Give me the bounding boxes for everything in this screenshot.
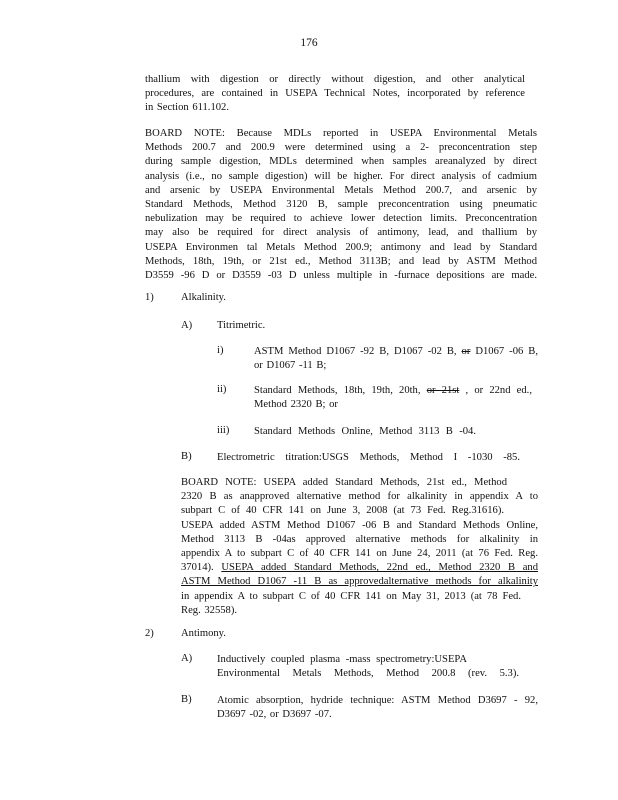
section-1-B-text: Electrometric titration:USGS Methods, Method I -1030 -85.: [217, 452, 520, 463]
section-2-B-line: Atomic absorption, hydride technique: ASTM Method D3697 - 92,: [217, 695, 538, 706]
board-note-line: 2320 B as anapproved alternative method for alkalinity in appendix A to: [181, 491, 538, 503]
intro-line: thallium with digestion or directly without digestion, and other analytical: [145, 74, 525, 85]
board-note-underlined: USEPA added Standard Methods, 22nd ed., Method 2320 B and: [221, 562, 538, 574]
board-note-line: BOARD NOTE: Because MDLs reported in USEPA Environmental Metals: [145, 128, 537, 139]
board-note-underlined-line: Reg. 32558).: [181, 604, 238, 616]
intro-line: procedures, are contained in USEPA Technical Notes, incorporated by reference: [145, 88, 525, 100]
section-2-A-line: Environmental Metals Methods, Method 200.8 (rev. 5.3).: [217, 668, 519, 680]
board-note-line: [181, 561, 538, 575]
board-note-line: USEPA added ASTM Method D1067 -06 B and Standard Methods Online,: [181, 519, 538, 531]
section-1-B-label: B): [181, 451, 192, 462]
board-note-line: nebulization may be required to achieve lower detection limits. Preconcentration: [145, 213, 537, 225]
item-iii-text: Standard Methods Online, Method 3113 B -04.: [254, 426, 476, 437]
board-note-line: Method 3113 B -04as approved alternative methods for alkalinity in: [181, 533, 538, 545]
item-ii-struck: or 21st: [426, 385, 460, 396]
section-1-number: 1): [145, 292, 154, 303]
page-number: 176: [300, 37, 318, 49]
section-2-A-text: [217, 653, 519, 681]
board-note-line: Standard Methods, Method 3120 B, sample preconcentration using pneumatic: [145, 199, 537, 211]
item-i-label: i): [217, 345, 224, 356]
item-ii: [254, 384, 532, 412]
item-ii-text-b: , or 22nd ed.,: [465, 385, 532, 396]
section-1-A-title: Titrimetric.: [217, 320, 266, 331]
section-2-A-label: A): [181, 653, 193, 664]
item-ii-line2: Method 2320 B; or: [254, 399, 338, 411]
section-2-B-label: B): [181, 694, 192, 705]
item-iii-label: iii): [217, 425, 230, 436]
item-i-text-b: D1067 -06 B,: [475, 346, 538, 357]
board-note-line: may also be required for direct analysis of antimony, lead, and thallium by: [145, 227, 537, 239]
board-note-line: subpart C of 40 CFR 141 on June 3, 2008 (at 73 Fed. Reg.31616).: [181, 505, 504, 517]
board-note-line: Methods 200.7 and 200.9 were determined using a 2- preconcentration step: [145, 142, 537, 154]
item-ii-label: ii): [217, 384, 227, 395]
item-i-text-a: ASTM Method D1067 -92 B, D1067 -02 B,: [254, 346, 457, 357]
board-note-line: D3559 -96 D or D3559 -03 D unless multiple in -furnace depositions are made.: [145, 270, 537, 282]
item-i-line2: or D1067 -11 B;: [254, 360, 327, 372]
section-2-B-line: D3697 -02, or D3697 -07.: [217, 709, 332, 721]
board-note-line: and arsenic by USEPA Environmental Metals Method 200.7, and arsenic by: [145, 184, 537, 196]
board-note-line: Methods, 18th, 19th, or 21st ed., Method 3113B; and lead by ASTM Method: [145, 255, 537, 267]
item-i: [254, 345, 538, 373]
section-2-B-text: [217, 694, 538, 722]
board-note-1: [145, 127, 537, 283]
section-2-title: Antimony.: [181, 628, 226, 639]
item-i-struck: or: [461, 346, 471, 357]
intro-paragraph: [145, 73, 525, 116]
board-note-line: USEPA Environmen tal Metals Method 200.9; antimony and lead by Standard: [145, 241, 537, 253]
board-note-line: appendix A to subpart C of 40 CFR 141 on June 24, 2011 (at 76 Fed. Reg.: [181, 548, 538, 560]
board-note-line7-a: 37014).: [181, 562, 214, 574]
section-2-A-line: Inductively coupled plasma -mass spectrometry:USEPA: [217, 654, 467, 665]
section-2-number: 2): [145, 628, 154, 639]
board-note-2: [181, 476, 538, 618]
board-note-underlined-line: ASTM Method D1067 -11 B as approvedalternative methods for alkalinity: [181, 576, 538, 588]
board-note-line: analysis (i.e., no sample digestion) will be higher. For direct analysis of cadmium: [145, 170, 537, 182]
section-1-A-label: A): [181, 320, 193, 331]
intro-line: in Section 611.102.: [145, 102, 229, 114]
board-note-line: during sample digestion, MDLs determined when samples areanalyzed by direct: [145, 156, 537, 168]
board-note-underlined-line: in appendix A to subpart C of 40 CFR 141 on May 31, 2013 (at 78 Fed.: [181, 590, 521, 602]
item-ii-text-a: Standard Methods, 18th, 19th, 20th,: [254, 385, 421, 396]
board-note-line: BOARD NOTE: USEPA added Standard Methods, 21st ed., Method: [181, 477, 507, 488]
section-1-title: Alkalinity.: [181, 292, 226, 303]
